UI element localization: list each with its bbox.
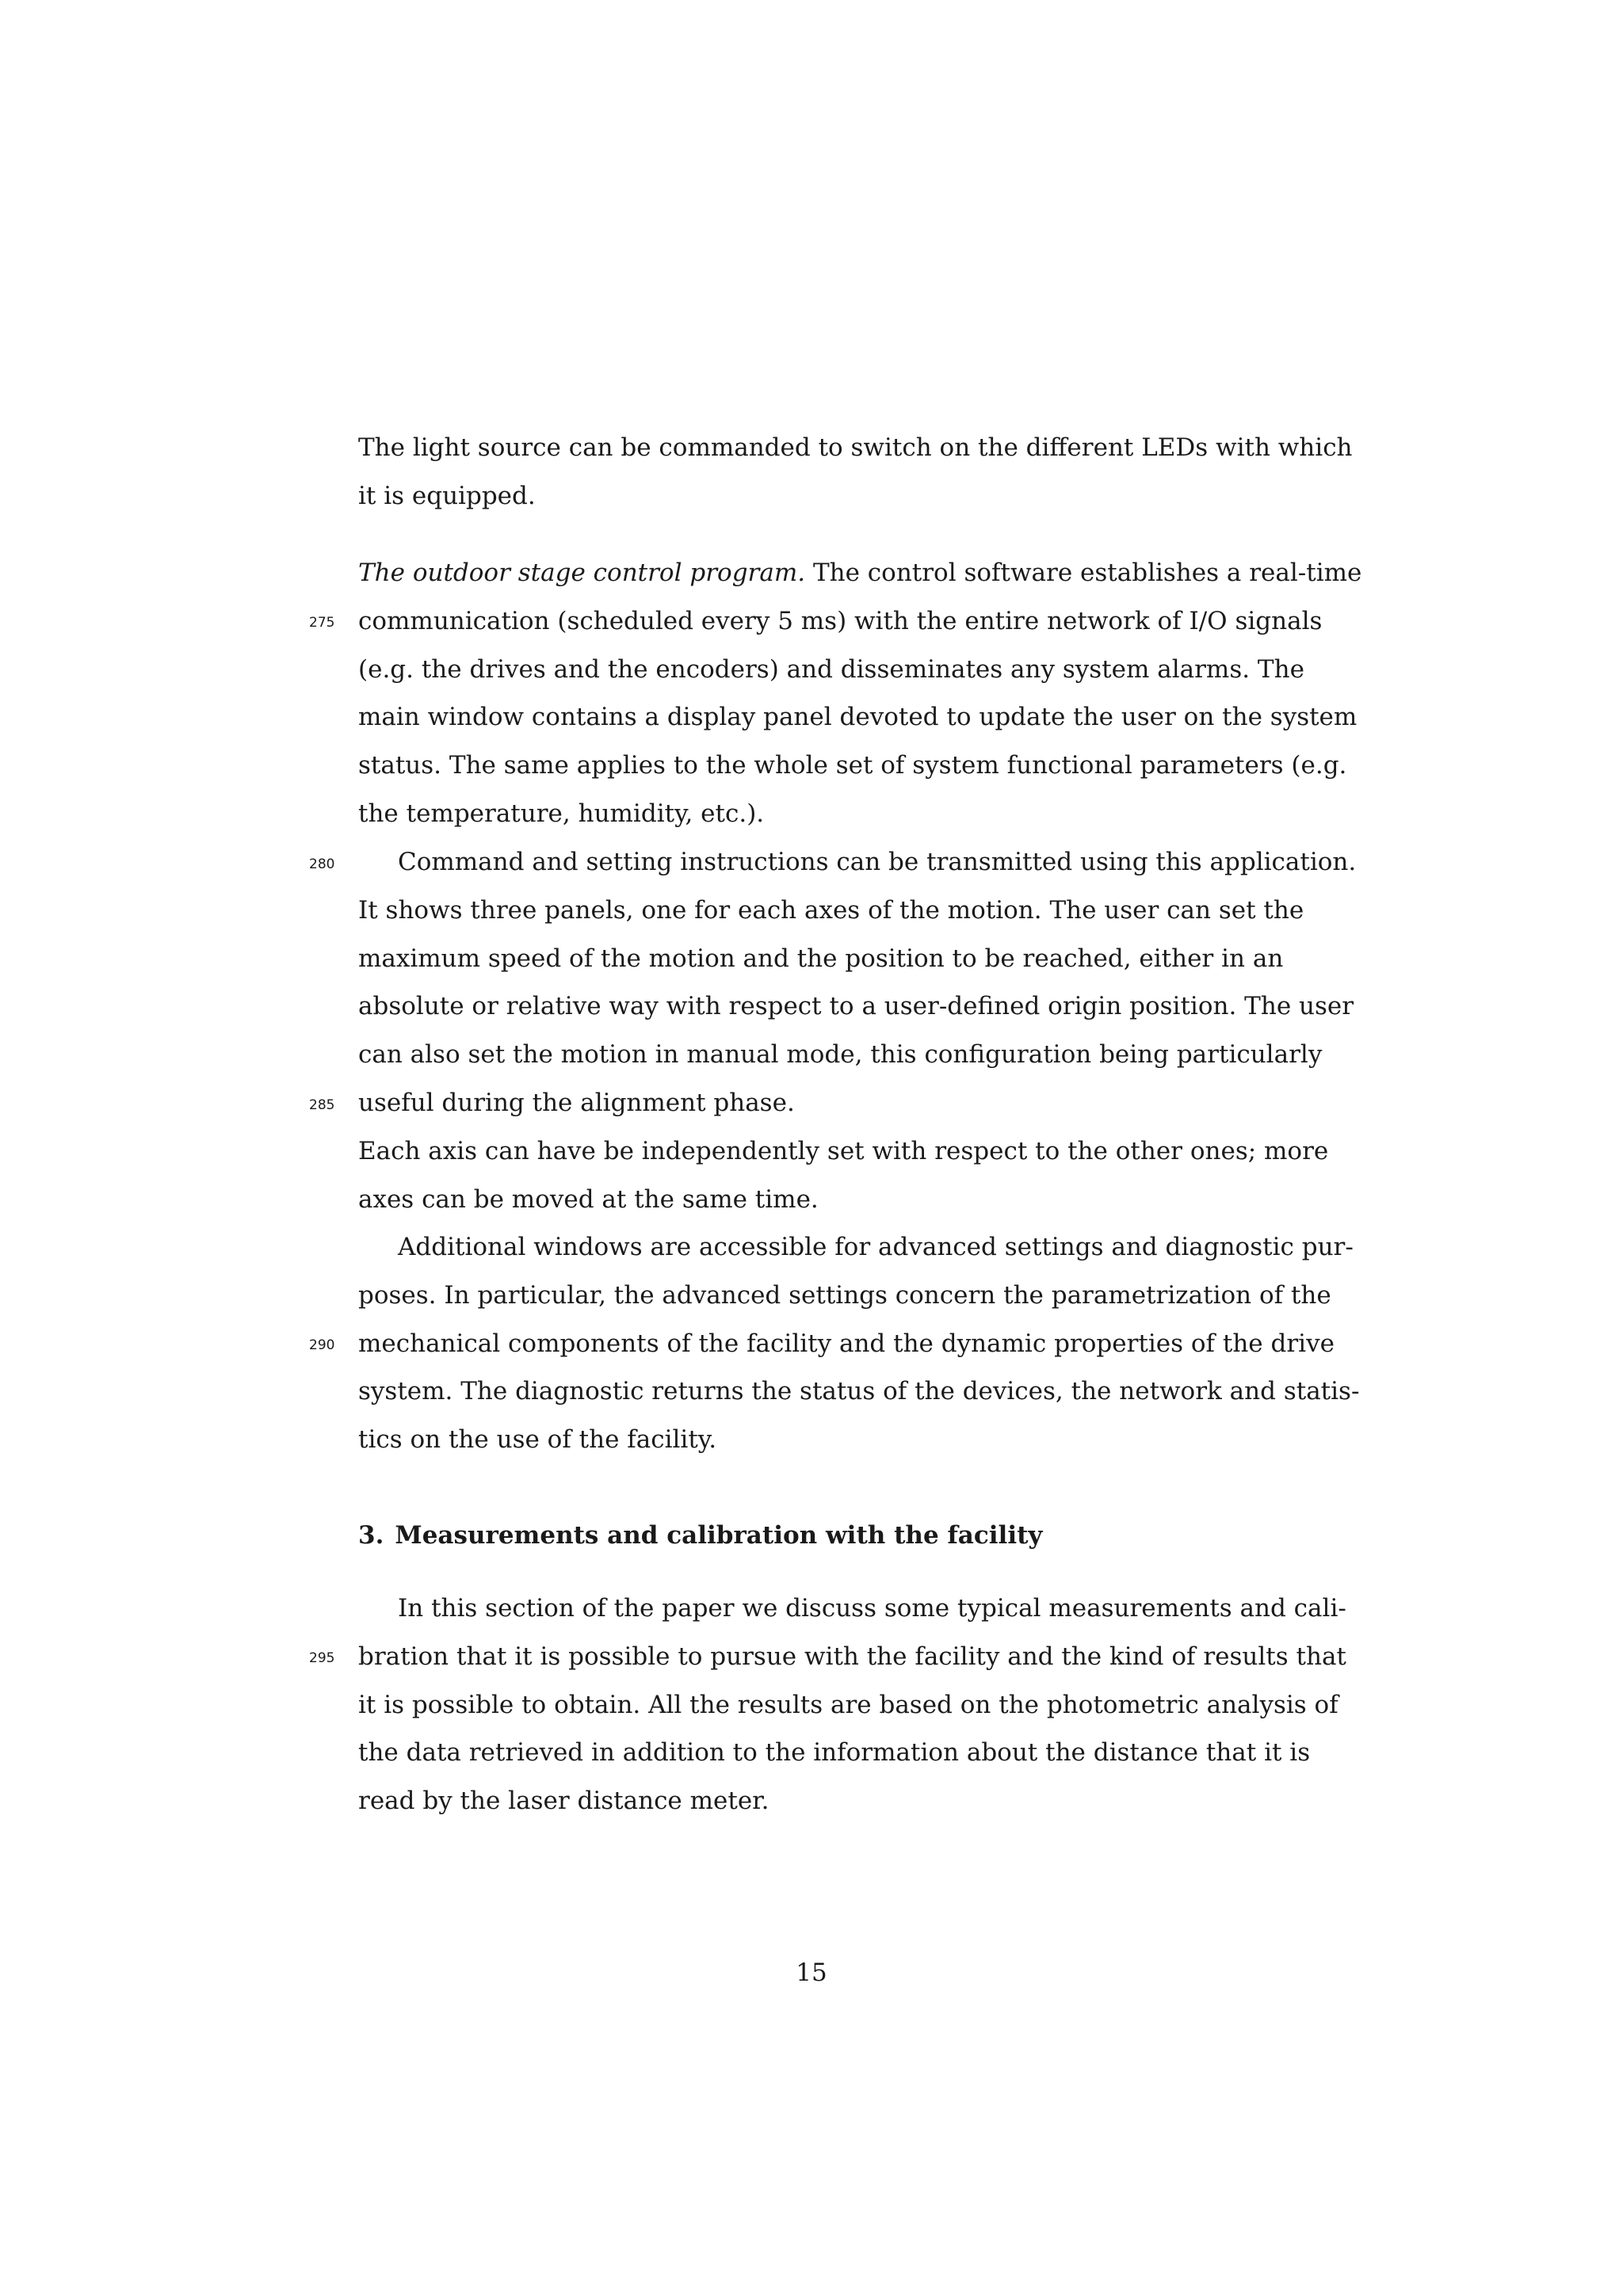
- text-line: Additional windows are accessible for advanced settings and diagnostic pur-: [398, 1233, 1354, 1261]
- text-line: system. The diagnostic returns the status of the devices, the network and statis-: [358, 1377, 1360, 1405]
- text-line: Command and setting instructions can be transmitted using this application.: [398, 848, 1357, 876]
- text-line: In this section of the paper we discuss some typical measurements and cali-: [398, 1594, 1346, 1623]
- text-line: maximum speed of the motion and the position to be reached, either in an: [358, 944, 1284, 973]
- text-line: useful during the alignment phase.: [358, 1089, 795, 1117]
- text-line: It shows three panels, one for each axes of the motion. The user can set the: [358, 896, 1304, 925]
- text-line: it is equipped.: [358, 482, 536, 510]
- text-line: poses. In particular, the advanced settings concern the parametrization of the: [358, 1281, 1331, 1310]
- text-line: absolute or relative way with respect to a user-defined origin position. The user: [358, 992, 1354, 1020]
- text-line: [358, 557, 1362, 589]
- text-line: tics on the use of the facility.: [358, 1425, 717, 1454]
- text-line: can also set the motion in manual mode, this configuration being particularly: [358, 1040, 1323, 1069]
- line-number: 290: [309, 1337, 335, 1353]
- text-line: the data retrieved in addition to the information about the distance that it is: [358, 1738, 1311, 1767]
- line-number: 280: [309, 856, 335, 872]
- line-number: 285: [309, 1097, 335, 1113]
- text-line: read by the laser distance meter.: [358, 1787, 769, 1815]
- text-line: axes can be moved at the same time.: [358, 1185, 819, 1214]
- text-line: main window contains a display panel devoted to update the user on the system: [358, 703, 1358, 731]
- section-number: 3.: [358, 1521, 384, 1550]
- text-line: Each axis can have be independently set with respect to the other ones; more: [358, 1137, 1329, 1165]
- text-line: mechanical components of the facility and the dynamic properties of the drive: [358, 1329, 1335, 1358]
- section-title: Measurements and calibration with the facility: [395, 1521, 1043, 1550]
- text-line: bration that it is possible to pursue with the facility and the kind of results that: [358, 1642, 1346, 1671]
- text-line: communication (scheduled every 5 ms) with the entire network of I/O signals: [358, 607, 1323, 635]
- page-number: 15: [796, 1958, 827, 1987]
- text-line: status. The same applies to the whole set of system functional parameters (e.g.: [358, 751, 1347, 780]
- paragraph-lead-italic: The outdoor stage control program.: [358, 559, 806, 587]
- line-number: 275: [309, 615, 335, 631]
- line-number: 295: [309, 1650, 335, 1666]
- text-line: The light source can be commanded to switch on the different LEDs with which: [358, 433, 1353, 462]
- section-heading: [358, 1520, 1042, 1551]
- text-line: the temperature, humidity, etc.).: [358, 799, 765, 828]
- text-fragment: The control software establishes a real-time: [805, 559, 1362, 587]
- text-line: it is possible to obtain. All the results are based on the photometric analysis of: [358, 1691, 1338, 1719]
- text-line: (e.g. the drives and the encoders) and disseminates any system alarms. The: [358, 655, 1304, 684]
